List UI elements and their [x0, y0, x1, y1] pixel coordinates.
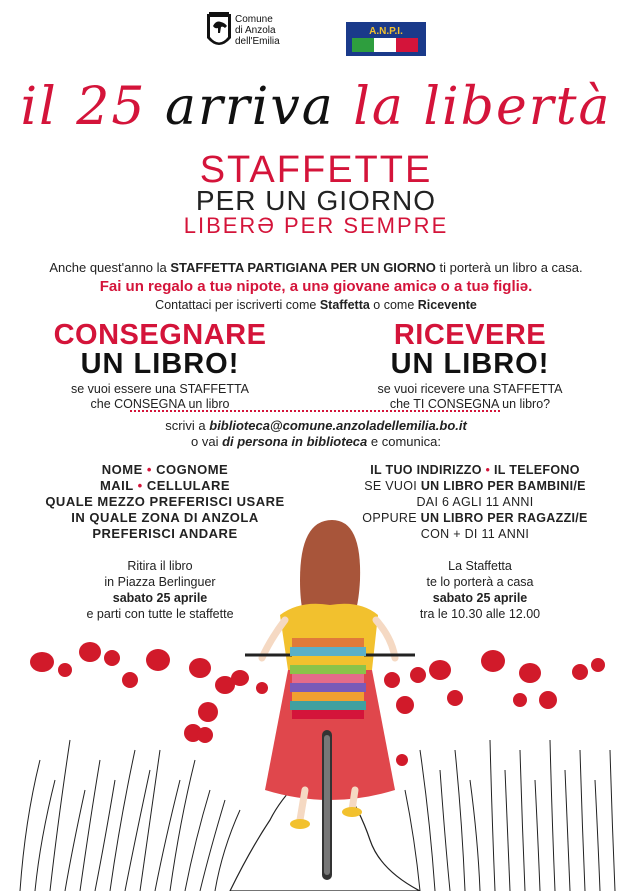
staffetta-block — [360, 558, 600, 622]
comune-name-1: Comune — [235, 14, 273, 25]
comune-logo — [205, 12, 300, 58]
contact-staffetta: Staffetta — [319, 298, 370, 312]
dotted-divider — [130, 410, 500, 412]
staffetta-line-1: La Staffetta — [448, 559, 512, 573]
title-libera-per-sempre: LIBERƏ PER SEMPRE — [183, 213, 449, 238]
field-eta-ragazzi: CON + DI 11 ANNI — [420, 527, 530, 541]
comune-crest-icon — [205, 12, 233, 54]
contact-ricevente: Ricevente — [417, 298, 477, 312]
field-zona: IN QUALE ZONA DI ANZOLA — [71, 510, 259, 525]
ricevente-fields: IL TUO INDIRIZZO • IL TELEFONO SE VUOI UN LIBRO PER BAMBINI/E DAI 6 AGLI 11 ANNI OPPURE UN LIBRO PER RAGAZZI/E CON + DI 11 ANNI — [330, 462, 620, 542]
staffetta-line-2: te lo porterà a casa — [426, 575, 534, 589]
anpi-label: A.N.P.I. — [369, 26, 403, 37]
ritira-block — [40, 558, 280, 622]
ricevere-desc-2: che TI CONSEGNA un libro? — [389, 397, 551, 411]
scrivi-line2-pre: o vai — [191, 434, 223, 449]
grass-right — [405, 740, 615, 891]
consegnare-title: CONSEGNARE — [53, 319, 267, 351]
title-staffette: STAFFETTE — [199, 149, 433, 191]
field-preferisci: PREFERISCI ANDARE — [92, 526, 238, 541]
ritira-line-1: Ritira il libro — [127, 559, 193, 573]
contact-pre: Contattaci per iscriverti come — [155, 298, 320, 312]
contact-mid: o come — [369, 298, 418, 312]
comune-name-2: di Anzola — [235, 25, 276, 36]
ritira-date: sabato 25 aprile — [112, 591, 208, 605]
intro-pre: Anche quest'anno la — [49, 260, 171, 275]
field-mail: MAIL — [99, 478, 134, 493]
staffetta-fields: NOME • COGNOME MAIL • CELLULARE QUALE MEZZO PREFERISCI USARE IN QUALE ZONA DI ANZOLA PREFERISCI ANDARE — [30, 462, 300, 542]
scrivi-pre: scrivi a — [165, 418, 210, 433]
ritira-line-2: in Piazza Berlinguer — [104, 575, 216, 589]
staffetta-time: tra le 10.30 alle 12.00 — [419, 607, 541, 621]
scrivi-line2-bold: di persona in biblioteca — [222, 434, 368, 449]
ricevere-title: RICEVERE — [393, 319, 547, 351]
ricevere-section — [330, 320, 610, 412]
email-link[interactable]: biblioteca@comune.anzoladellemilia.bo.it — [209, 418, 467, 433]
field-mezzo: QUALE MEZZO PREFERISCI USARE — [45, 494, 285, 509]
intro-text — [0, 260, 632, 276]
scrivi-line2-post: e comunica: — [367, 434, 441, 449]
headline-text: il 25 arriva la libertà — [20, 77, 612, 137]
poppies-right — [384, 650, 605, 766]
grass-left — [20, 740, 240, 891]
contact-instructions — [0, 418, 632, 450]
poppies-left — [30, 642, 268, 743]
comune-name-3: dell'Emilia — [235, 36, 280, 47]
field-telefono: IL TELEFONO — [494, 463, 580, 477]
field-cellulare: CELLULARE — [146, 478, 231, 493]
consegnare-section — [20, 320, 300, 412]
gift-line: Fai un regalo a tuə nipote, a unə giovane amicə o a tuə figliə. — [99, 278, 533, 295]
consegnare-desc-2: che CONSEGNA un libro — [90, 397, 230, 411]
consegnare-subtitle: UN LIBRO! — [80, 348, 240, 380]
field-oppure: OPPURE — [362, 511, 421, 525]
field-se-vuoi: SE VUOI — [364, 479, 421, 493]
ricevere-subtitle: UN LIBRO! — [390, 348, 550, 380]
contact-line — [0, 298, 632, 313]
anpi-logo — [346, 22, 426, 56]
ricevere-desc-1: se vuoi ricevere una STAFFETTA — [377, 382, 563, 396]
intro-post: ti porterà un libro a casa. — [435, 260, 583, 275]
headline — [0, 66, 632, 152]
field-cognome: COGNOME — [156, 462, 229, 477]
consegnare-desc-1: se vuoi essere una STAFFETTA — [70, 382, 250, 396]
title-per-un-giorno: PER UN GIORNO — [195, 185, 437, 216]
ritira-line-4: e parti con tutte le staffette — [86, 607, 234, 621]
intro-bold: STAFFETTA PARTIGIANA PER UN GIORNO — [170, 260, 436, 275]
field-libro-ragazzi: UN LIBRO PER RAGAZZI/E — [420, 511, 588, 525]
staffetta-date: sabato 25 aprile — [432, 591, 528, 605]
field-indirizzo: IL TUO INDIRIZZO — [370, 463, 482, 477]
field-libro-bambini: UN LIBRO PER BAMBINI/E — [420, 479, 586, 493]
books-stack — [290, 638, 366, 719]
field-eta-bambini: DAI 6 AGLI 11 ANNI — [416, 495, 534, 509]
field-nome: NOME — [101, 462, 143, 477]
